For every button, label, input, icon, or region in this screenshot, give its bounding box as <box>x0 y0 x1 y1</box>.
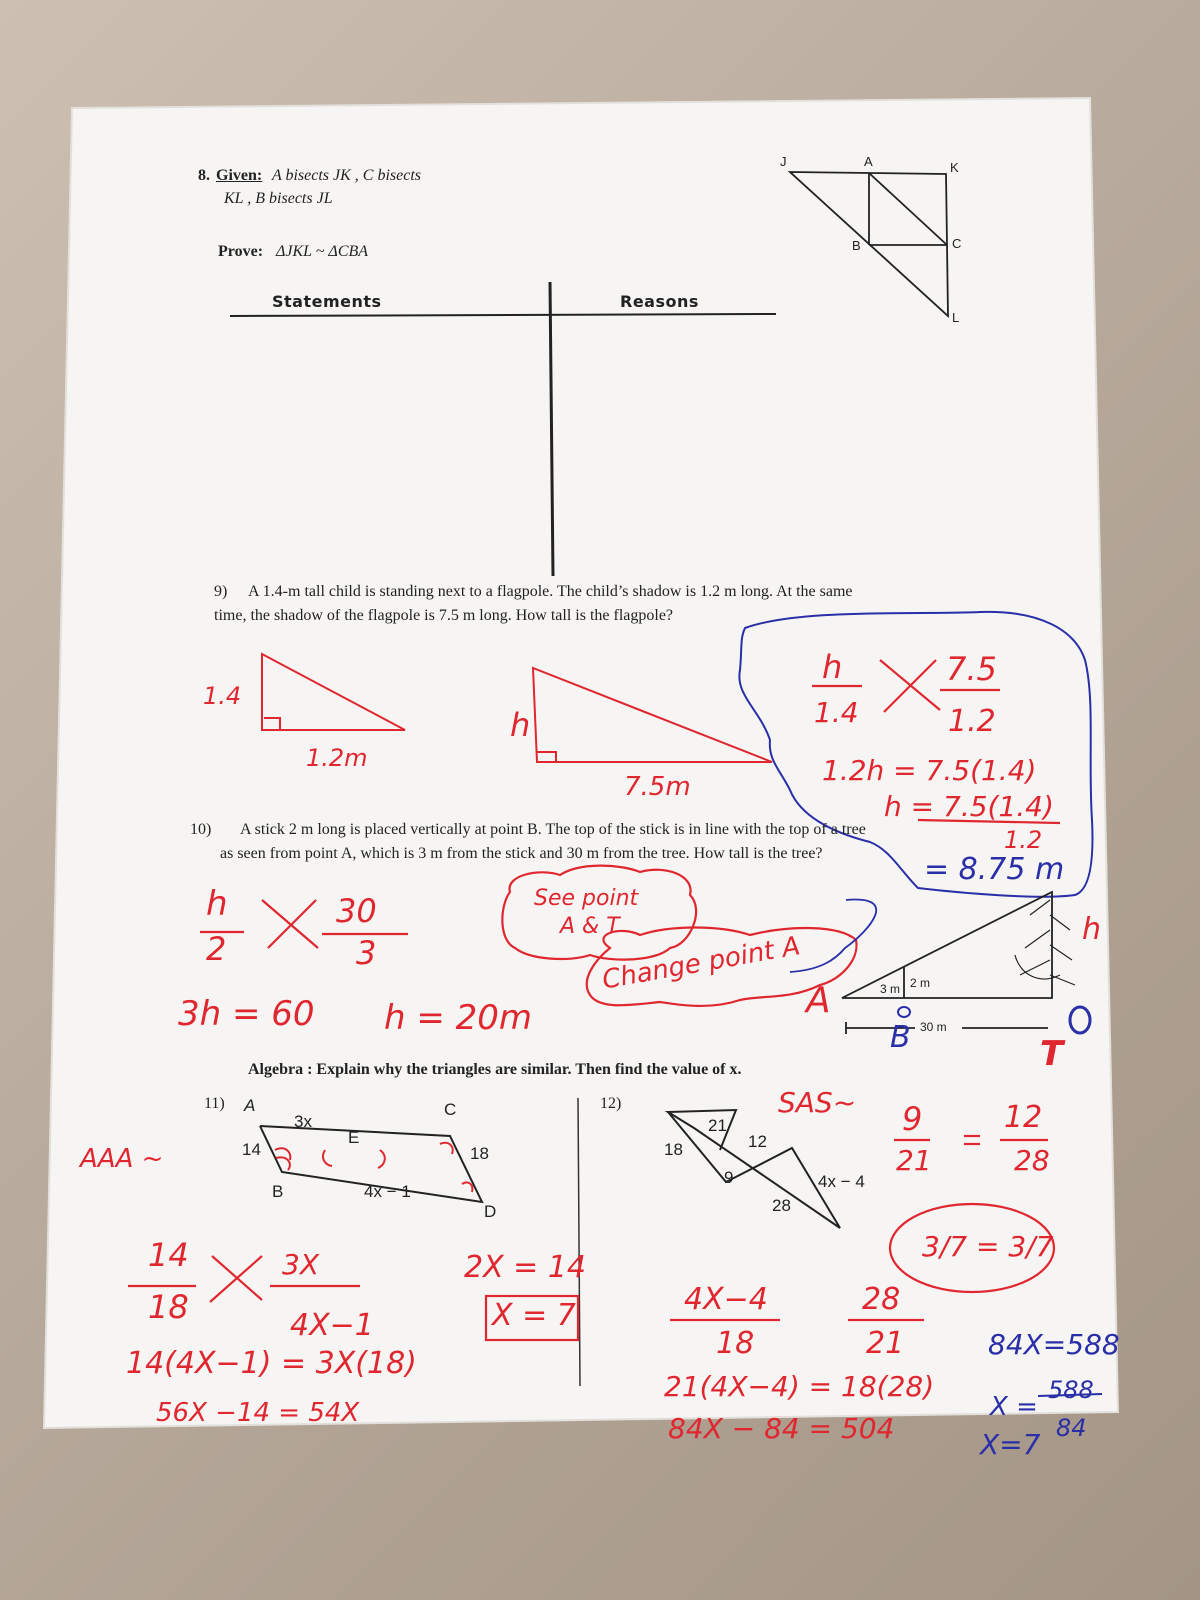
p8-given-line2: KL , B bisects JL <box>224 190 333 207</box>
reasons-header: Reasons <box>620 292 699 311</box>
hw-p10-h: h <box>206 884 228 924</box>
hw-p9-pole-height: h <box>510 706 531 744</box>
fig12-28: 28 <box>772 1196 791 1215</box>
hw-p9-ratio-12: 1.2 <box>948 704 996 739</box>
p9-text-line1: A 1.4-m tall child is standing next to a flagpole. The child’s shadow is 1.2 m long. At the same <box>248 583 853 600</box>
fig11-side-4x1: 4x − 1 <box>364 1182 411 1201</box>
fig10-30m: 30 m <box>920 1020 947 1034</box>
hw-p12-eq4-num: 588 <box>1048 1376 1094 1404</box>
hw-p9-ratio-14: 1.4 <box>814 696 859 729</box>
hw-p12-eq3: 84X=588 <box>988 1328 1120 1361</box>
fig8-C: C <box>952 236 962 251</box>
fig10-3m: 3 m <box>880 982 901 996</box>
hw-p10-tree-h: h <box>1082 912 1102 947</box>
p8-given-line1: A bisects JK , C bisects <box>272 167 422 184</box>
hw-p10-note1-l2: A & T <box>560 914 620 939</box>
p8-number: 8. <box>198 167 210 184</box>
hw-p10-2: 2 <box>206 930 227 968</box>
hw-p11-answer: X = 7 <box>492 1298 576 1333</box>
fig12-12: 12 <box>748 1132 767 1151</box>
hw-p12-sas: SAS~ <box>778 1086 857 1119</box>
hw-p9-answer: = 8.75 m <box>924 852 1065 887</box>
hw-p12-eq1: 21(4X−4) = 18(28) <box>664 1370 935 1403</box>
p10-text-line2: as seen from point A, which is 3 m from the stick and 30 m from the tree. How tall is the tree? <box>220 845 823 862</box>
hw-p11-4x1: 4X−1 <box>290 1308 374 1343</box>
hw-p11-eq2: 56X −14 = 54X <box>156 1398 360 1428</box>
hw-p12-r2-den: 28 <box>1014 1144 1050 1177</box>
hw-p11-14: 14 <box>148 1236 189 1274</box>
fig8-A: A <box>864 154 873 169</box>
hw-p9-eq2-den: 1.2 <box>1004 826 1043 854</box>
fig11-A: A <box>244 1096 256 1115</box>
statements-header: Statements <box>272 292 382 311</box>
p10-number: 10) <box>190 821 212 838</box>
hw-p12-f1-num: 4X−4 <box>684 1282 768 1317</box>
fig12-21: 21 <box>708 1116 727 1135</box>
hw-p9-eq1: 1.2h = 7.5(1.4) <box>822 754 1037 787</box>
p9-number: 9) <box>214 583 228 600</box>
fig8-K: K <box>950 160 959 175</box>
hw-p9-child-height: 1.4 <box>203 682 242 710</box>
p8-prove-text: ΔJKL ~ ΔCBA <box>276 243 369 260</box>
hw-p12-f1-den: 18 <box>716 1326 755 1361</box>
fig11-side-3x: 3x <box>294 1112 312 1131</box>
hw-p10-note1-l1: See point <box>534 886 639 911</box>
fig12-9: 9 <box>724 1168 734 1187</box>
hw-p11-eq1: 14(4X−1) = 3X(18) <box>126 1346 417 1381</box>
hw-p11-18: 18 <box>148 1288 189 1326</box>
fig11-side-18: 18 <box>470 1144 489 1163</box>
fig12-18: 18 <box>664 1140 683 1159</box>
fig11-D: D <box>484 1202 497 1221</box>
hw-p10-answer: h = 20m <box>384 998 533 1038</box>
hw-p11-aaa: AAA ~ <box>80 1144 164 1174</box>
p10-text-line1: A stick 2 m long is placed vertically at point B. The top of the stick is in line with the top of a tree <box>240 821 866 838</box>
fig8-L: L <box>952 310 960 325</box>
fig8-B: B <box>852 238 861 253</box>
p8-prove-label: Prove: <box>218 243 264 260</box>
fig10-2m: 2 m <box>910 976 931 990</box>
hw-p12-r1-num: 9 <box>902 1100 923 1138</box>
p11-number: 11) <box>204 1095 225 1112</box>
hw-p12-check: 3/7 = 3/7 <box>922 1230 1054 1263</box>
algebra-heading: Algebra : Explain why the triangles are similar. Then find the value of x. <box>248 1061 742 1078</box>
hw-p12-eq4: X = <box>990 1392 1038 1422</box>
hw-p12-f2-den: 21 <box>866 1326 905 1361</box>
hw-p10-B: B <box>890 1020 911 1055</box>
p9-text-line2: time, the shadow of the flagpole is 7.5 m long. How tall is the flagpole? <box>214 607 674 624</box>
hw-p12-r1-den: 21 <box>896 1144 932 1177</box>
hw-p12-f2-num: 28 <box>862 1282 901 1317</box>
hw-p10-note2: Change point A <box>600 931 803 996</box>
p8-given-label: Given: <box>216 167 263 184</box>
p12-number: 12) <box>600 1095 622 1112</box>
fig11-E: E <box>348 1128 360 1147</box>
hw-p10-eq: 3h = 60 <box>178 994 315 1034</box>
fig11-B: B <box>272 1182 284 1201</box>
hw-p11-3x: 3X <box>282 1248 319 1281</box>
hw-p10-T: T <box>1040 1034 1064 1074</box>
hw-p9-pole-shadow: 7.5m <box>624 772 691 802</box>
fig12-4x4: 4x − 4 <box>818 1172 865 1191</box>
hw-p12-eq4-den: 84 <box>1056 1414 1087 1442</box>
hw-p12-answer: X=7 <box>980 1428 1041 1461</box>
hw-p9-eq2: h = 7.5(1.4) <box>884 790 1054 823</box>
hw-p10-30: 30 <box>336 892 377 930</box>
fig11-C: C <box>444 1100 457 1119</box>
hw-p9-ratio-75: 7.5 <box>946 650 997 688</box>
hw-p10-3: 3 <box>356 934 377 972</box>
hw-p10-A: A <box>806 980 831 1021</box>
fig11-side-14: 14 <box>242 1140 261 1159</box>
hw-p12-eq2: 84X − 84 = 504 <box>668 1412 895 1445</box>
hw-p9-child-shadow: 1.2m <box>306 744 368 772</box>
hw-p11-eq3: 2X = 14 <box>464 1250 587 1285</box>
hw-p9-ratio-h: h <box>822 648 843 686</box>
fig8-J: J <box>780 154 787 169</box>
hw-p12-r2-num: 12 <box>1004 1100 1043 1135</box>
